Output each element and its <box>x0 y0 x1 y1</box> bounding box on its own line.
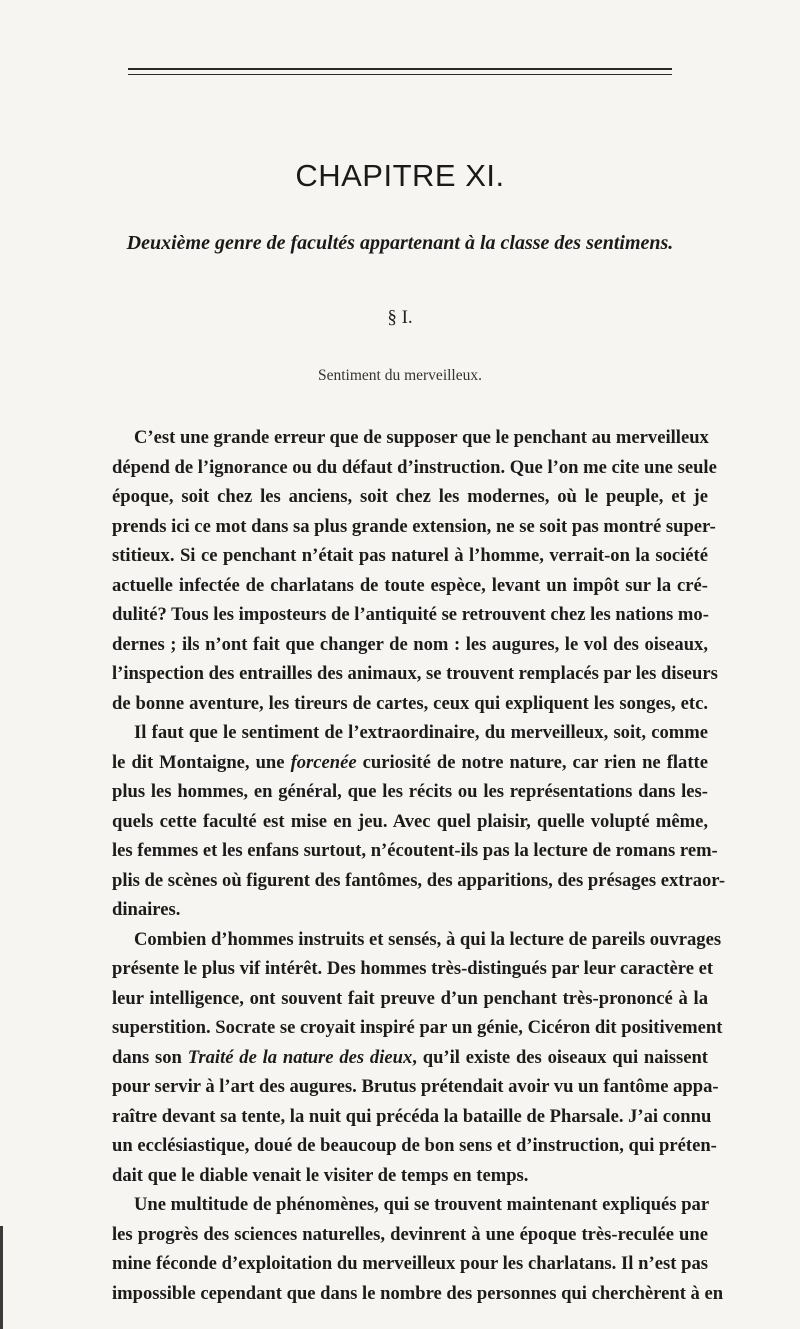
chapter-title: CHAPITRE XI. <box>295 158 505 193</box>
body-text <box>112 423 726 1308</box>
text-line: Une multitude de phénomènes, qui se trouvent maintenant expliqués par <box>134 1194 710 1215</box>
text-line: dulité? Tous les imposteurs de l’antiquité se retrouvent chez les nations mo- <box>112 604 709 625</box>
text-line: raître devant sa tente, la nuit qui précéda la bataille de Pharsale. J’ai connu <box>112 1105 712 1127</box>
italic-phrase: forcenée <box>290 751 357 773</box>
text-line: plis de scènes où figurent des fantômes, des apparitions, des présages extraor- <box>112 869 726 891</box>
text-line: Il faut que le sentiment de l’extraordinaire, du merveilleux, soit, comme <box>134 722 708 743</box>
text-line: mine féconde d’exploitation du merveilleux pour les charlatans. Il n’est pas <box>112 1253 708 1274</box>
text-line: les progrès des sciences naturelles, devinrent à une époque très-reculée une <box>112 1223 708 1245</box>
text-line: dernes ; ils n’ont fait que changer de nom : les augures, le vol des oiseaux, <box>112 633 708 655</box>
text-line: de bonne aventure, les tireurs de cartes, ceux qui expliquent les songes, etc. <box>112 692 708 714</box>
text-line: impossible cependant que dans le nombre des personnes qui cherchèrent à en <box>112 1282 724 1304</box>
text-line: dinaires. <box>112 899 181 920</box>
text-line: l’inspection des entrailles des animaux, se trouvent remplacés par les diseurs <box>112 663 718 684</box>
page-edge-mark <box>0 1226 3 1329</box>
text-line-with-italic: le dit Montaigne, une forcenée curiosité de notre nature, car rien ne flatte <box>112 751 708 773</box>
section-number: § I. <box>387 307 413 328</box>
text-line: pour servir à l’art des augures. Brutus prétendait avoir vu un fantôme appa- <box>112 1076 719 1097</box>
text-line: dait que le diable venait le visiter de temps en temps. <box>112 1164 529 1186</box>
top-double-rule <box>128 68 672 75</box>
text-line: les femmes et les enfans surtout, n’écoutent-ils pas la lecture de romans rem- <box>112 840 718 861</box>
text-line: actuelle infectée de charlatans de toute espèce, levant un impôt sur la cré- <box>112 574 708 596</box>
text-line: Combien d’hommes instruits et sensés, à qui la lecture de pareils ouvrages <box>134 928 722 950</box>
text-line: superstition. Socrate se croyait inspiré par un génie, Cicéron dit positivement <box>112 1017 723 1038</box>
text-line: stitieux. Si ce penchant n’était pas naturel à l’homme, verrait-on la société <box>112 545 708 566</box>
text-line: présente le plus vif intérêt. Des hommes très-distingués par leur caractère et <box>112 958 714 979</box>
text-line: leur intelligence, ont souvent fait preuve d’un penchant très-prononcé à la <box>112 987 708 1009</box>
text-line: C’est une grande erreur que de supposer que le penchant au merveilleux <box>134 427 709 448</box>
text-line: un ecclésiastique, doué de beaucoup de bon sens et d’instruction, qui préten- <box>112 1135 717 1156</box>
section-heading: Sentiment du merveilleux. <box>317 367 482 384</box>
text-line: quels cette faculté est mise en jeu. Avec quel plaisir, quelle volupté même, <box>112 810 708 832</box>
chapter-subtitle: Deuxième genre de facultés appartenant à la classe des sentimens. <box>126 232 674 254</box>
text-line: plus les hommes, en général, que les récits ou les représentations dans les- <box>112 781 708 802</box>
text-line: dépend de l’ignorance ou du défaut d’instruction. Que l’on me cite une seule <box>112 456 717 478</box>
text-line: époque, soit chez les anciens, soit chez les modernes, où le peuple, et je <box>112 486 708 507</box>
text-line-with-italic: dans son Traité de la nature des dieux, qu’il existe des oiseaux qui naissent <box>112 1046 708 1068</box>
text-line: prends ici ce mot dans sa plus grande extension, ne se soit pas montré super- <box>112 515 716 537</box>
italic-phrase: Traité de la nature des dieux <box>187 1046 413 1068</box>
